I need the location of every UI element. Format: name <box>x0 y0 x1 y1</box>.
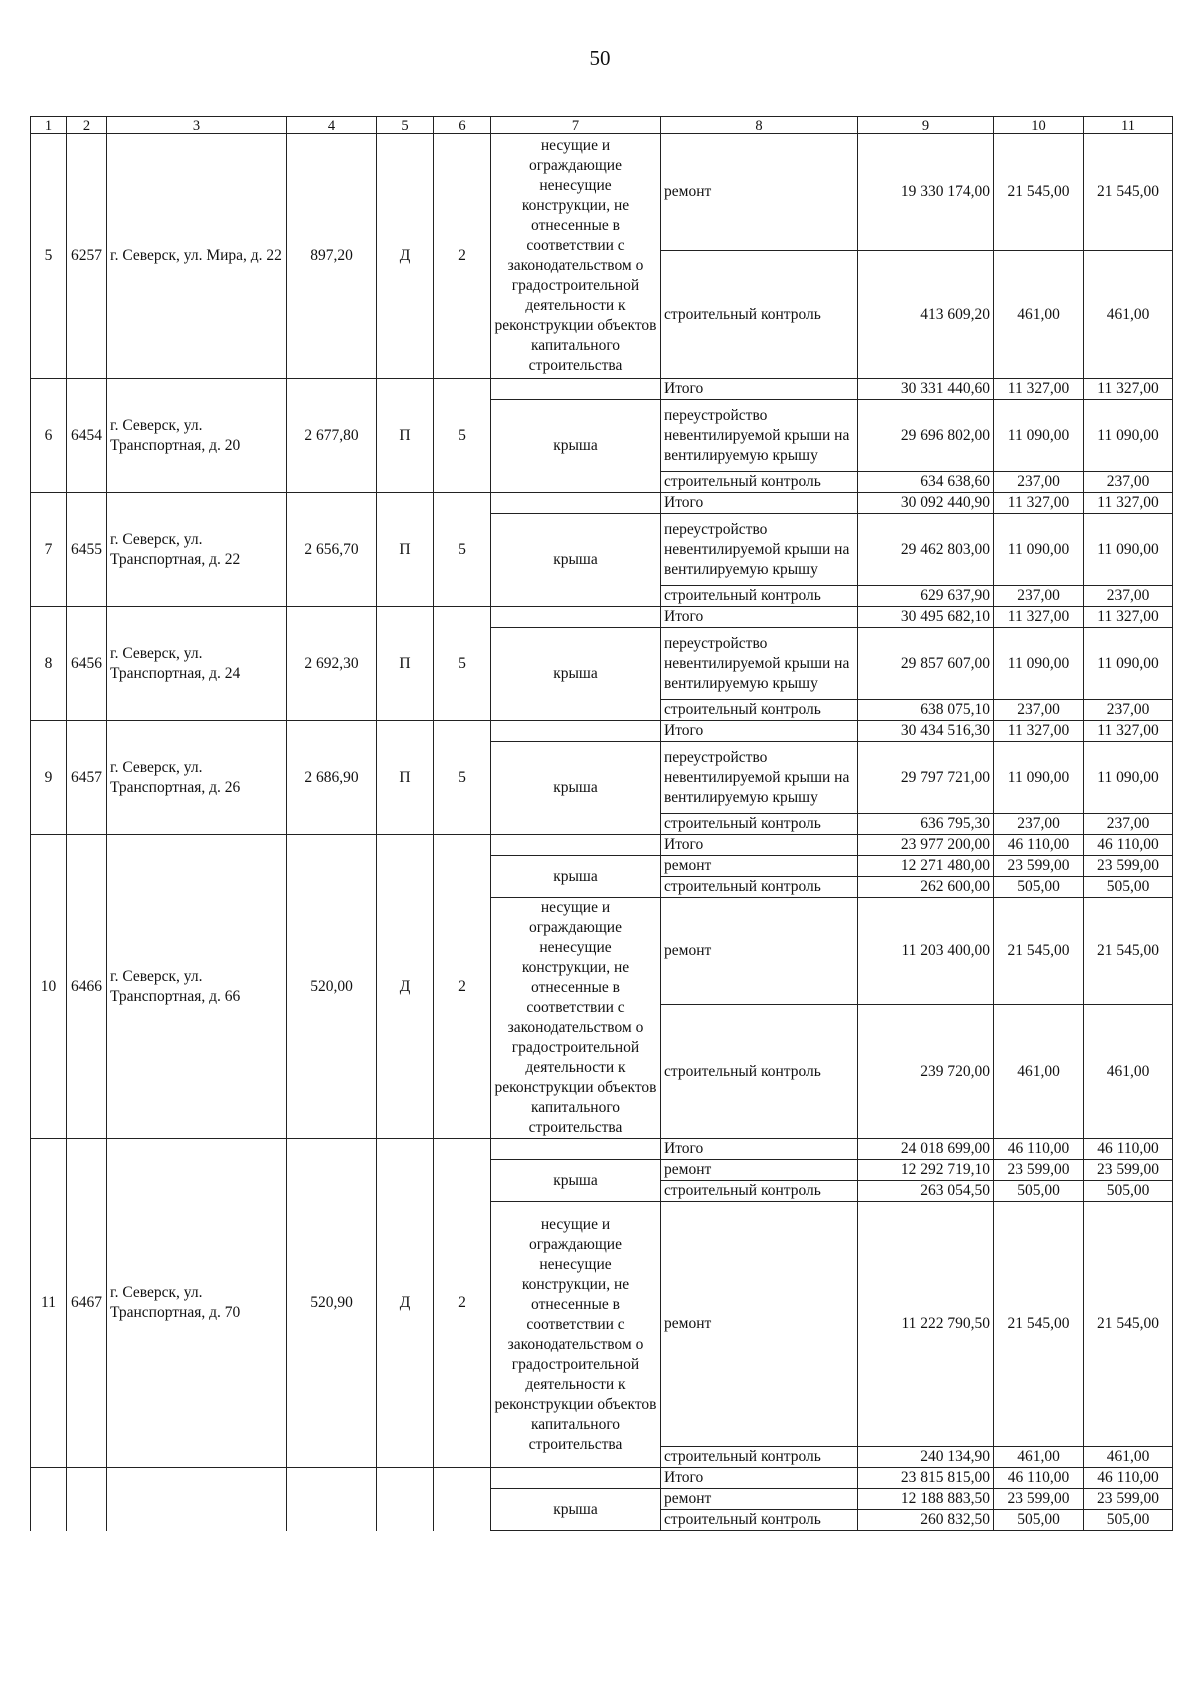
total-limit: 46 110,00 <box>1084 835 1173 856</box>
work-cost: 638 075,10 <box>858 700 994 721</box>
object-code: 6466 <box>67 835 107 1139</box>
repair-program-table <box>30 116 1173 1531</box>
work-label: ремонт <box>661 856 858 877</box>
empty-cell <box>491 835 661 856</box>
roof-work-unit-cost: 23 599,00 <box>994 1160 1084 1181</box>
work-cost: 19 330 174,00 <box>858 134 994 251</box>
building-material: Д <box>377 835 434 1139</box>
work-cost: 11 222 790,50 <box>858 1202 994 1447</box>
roof-work-cost: 263 054,50 <box>858 1181 994 1202</box>
work-limit: 21 545,00 <box>1084 1202 1173 1447</box>
work-cost: 11 203 400,00 <box>858 898 994 1005</box>
empty-cell <box>491 1139 661 1160</box>
work-cost: 634 638,60 <box>858 472 994 493</box>
work-unit-cost: 11 090,00 <box>994 628 1084 700</box>
work-cost: 240 134,90 <box>858 1447 994 1468</box>
roof-work-cost: 260 832,50 <box>858 1510 994 1531</box>
work-limit: 11 090,00 <box>1084 628 1173 700</box>
work-label: ремонт <box>661 1202 858 1447</box>
row-number: 10 <box>31 835 67 1139</box>
work-limit: 461,00 <box>1084 1005 1173 1139</box>
work-label: ремонт <box>661 1160 858 1181</box>
roof-work-limit: 505,00 <box>1084 1510 1173 1531</box>
roof-work-type: крыша <box>491 628 661 721</box>
table-row <box>31 607 1173 628</box>
column-header: 4 <box>287 117 377 134</box>
work-limit: 237,00 <box>1084 700 1173 721</box>
work-limit: 237,00 <box>1084 814 1173 835</box>
total-cost: 30 331 440,60 <box>858 379 994 400</box>
work-unit-cost: 11 090,00 <box>994 514 1084 586</box>
structure-work-type: несущие и ограждающие ненесущие конструкции, не отнесенные в соответствии с законодательством о градостроительной деятельности к реконструкции объектов капитального строительства <box>491 898 661 1139</box>
table-row <box>31 1139 1173 1160</box>
work-label: строительный контроль <box>661 814 858 835</box>
floor-count: 2 <box>434 835 491 1139</box>
total-label: Итого <box>661 607 858 628</box>
total-cost: 30 092 440,90 <box>858 493 994 514</box>
empty-cell <box>491 379 661 400</box>
total-unit-cost: 11 327,00 <box>994 721 1084 742</box>
building-material: Д <box>377 134 434 379</box>
empty-cell <box>67 1468 107 1531</box>
work-cost: 413 609,20 <box>858 251 994 379</box>
total-label: Итого <box>661 379 858 400</box>
table-row <box>31 1468 1173 1489</box>
table-row <box>31 721 1173 742</box>
total-unit-cost: 11 327,00 <box>994 607 1084 628</box>
total-cost: 23 977 200,00 <box>858 835 994 856</box>
roof-work-limit: 23 599,00 <box>1084 1160 1173 1181</box>
work-label: ремонт <box>661 134 858 251</box>
row-number: 5 <box>31 134 67 379</box>
work-limit: 11 090,00 <box>1084 400 1173 472</box>
work-unit-cost: 11 090,00 <box>994 742 1084 814</box>
empty-cell <box>107 1468 287 1531</box>
column-header: 11 <box>1084 117 1173 134</box>
work-limit: 11 090,00 <box>1084 742 1173 814</box>
table-row <box>31 134 1173 251</box>
object-address: г. Северск, ул. Транспортная, д. 66 <box>107 835 287 1139</box>
work-unit-cost: 237,00 <box>994 814 1084 835</box>
structure-work-type: несущие и ограждающие ненесущие конструкции, не отнесенные в соответствии с законодательством о градостроительной деятельности к реконструкции объектов капитального строительства <box>491 1202 661 1468</box>
roof-work-unit-cost: 505,00 <box>994 877 1084 898</box>
object-code: 6257 <box>67 134 107 379</box>
work-label: строительный контроль <box>661 700 858 721</box>
empty-cell <box>491 607 661 628</box>
work-cost: 29 797 721,00 <box>858 742 994 814</box>
building-material: П <box>377 493 434 607</box>
object-address: г. Северск, ул. Транспортная, д. 20 <box>107 379 287 493</box>
column-header: 7 <box>491 117 661 134</box>
column-header: 2 <box>67 117 107 134</box>
page-number: 50 <box>589 46 611 70</box>
object-area: 2 656,70 <box>287 493 377 607</box>
floor-count: 5 <box>434 721 491 835</box>
object-area: 2 692,30 <box>287 607 377 721</box>
work-unit-cost: 11 090,00 <box>994 400 1084 472</box>
work-unit-cost: 237,00 <box>994 472 1084 493</box>
total-limit: 11 327,00 <box>1084 493 1173 514</box>
work-unit-cost: 237,00 <box>994 586 1084 607</box>
work-label: строительный контроль <box>661 586 858 607</box>
total-label: Итого <box>661 493 858 514</box>
work-unit-cost: 21 545,00 <box>994 134 1084 251</box>
empty-cell <box>434 1468 491 1531</box>
roof-work-type: крыша <box>491 1489 661 1531</box>
work-label: ремонт <box>661 898 858 1005</box>
roof-work-cost: 262 600,00 <box>858 877 994 898</box>
total-unit-cost: 46 110,00 <box>994 1139 1084 1160</box>
roof-work-limit: 505,00 <box>1084 1181 1173 1202</box>
roof-work-limit: 23 599,00 <box>1084 856 1173 877</box>
building-material: Д <box>377 1139 434 1468</box>
row-number: 9 <box>31 721 67 835</box>
work-label: переустройство невентилируемой крыши на вентилируемую крышу <box>661 628 858 700</box>
floor-count: 2 <box>434 134 491 379</box>
total-cost: 24 018 699,00 <box>858 1139 994 1160</box>
column-header: 6 <box>434 117 491 134</box>
roof-work-type: крыша <box>491 514 661 607</box>
row-number: 6 <box>31 379 67 493</box>
work-cost: 629 637,90 <box>858 586 994 607</box>
total-unit-cost: 11 327,00 <box>994 379 1084 400</box>
empty-cell <box>491 1468 661 1489</box>
total-limit: 46 110,00 <box>1084 1468 1173 1489</box>
row-number: 7 <box>31 493 67 607</box>
roof-work-cost: 12 271 480,00 <box>858 856 994 877</box>
building-material: П <box>377 607 434 721</box>
work-limit: 237,00 <box>1084 586 1173 607</box>
object-address: г. Северск, ул. Транспортная, д. 24 <box>107 607 287 721</box>
total-label: Итого <box>661 1139 858 1160</box>
object-area: 897,20 <box>287 134 377 379</box>
object-area: 2 686,90 <box>287 721 377 835</box>
roof-work-type: крыша <box>491 400 661 493</box>
work-limit: 11 090,00 <box>1084 514 1173 586</box>
column-header: 9 <box>858 117 994 134</box>
work-label: ремонт <box>661 1489 858 1510</box>
work-limit: 21 545,00 <box>1084 898 1173 1005</box>
work-label: строительный контроль <box>661 251 858 379</box>
work-limit: 21 545,00 <box>1084 134 1173 251</box>
object-code: 6457 <box>67 721 107 835</box>
roof-work-unit-cost: 505,00 <box>994 1510 1084 1531</box>
roof-work-limit: 23 599,00 <box>1084 1489 1173 1510</box>
empty-cell <box>31 1468 67 1531</box>
work-label: переустройство невентилируемой крыши на вентилируемую крышу <box>661 742 858 814</box>
work-label: строительный контроль <box>661 472 858 493</box>
floor-count: 5 <box>434 379 491 493</box>
work-label: переустройство невентилируемой крыши на вентилируемую крышу <box>661 514 858 586</box>
object-code: 6467 <box>67 1139 107 1468</box>
roof-work-cost: 12 292 719,10 <box>858 1160 994 1181</box>
empty-cell <box>377 1468 434 1531</box>
work-unit-cost: 21 545,00 <box>994 898 1084 1005</box>
object-code: 6456 <box>67 607 107 721</box>
building-material: П <box>377 379 434 493</box>
column-header: 10 <box>994 117 1084 134</box>
building-material: П <box>377 721 434 835</box>
object-area: 2 677,80 <box>287 379 377 493</box>
roof-work-type: крыша <box>491 856 661 898</box>
object-code: 6454 <box>67 379 107 493</box>
work-cost: 29 696 802,00 <box>858 400 994 472</box>
table-row <box>31 835 1173 856</box>
total-unit-cost: 46 110,00 <box>994 1468 1084 1489</box>
work-unit-cost: 237,00 <box>994 700 1084 721</box>
roof-work-cost: 12 188 883,50 <box>858 1489 994 1510</box>
work-unit-cost: 461,00 <box>994 251 1084 379</box>
work-unit-cost: 21 545,00 <box>994 1202 1084 1447</box>
empty-cell <box>287 1468 377 1531</box>
work-limit: 237,00 <box>1084 472 1173 493</box>
total-limit: 46 110,00 <box>1084 1139 1173 1160</box>
total-label: Итого <box>661 835 858 856</box>
structure-work-type: несущие и ограждающие ненесущие конструкции, не отнесенные в соответствии с законодательством о градостроительной деятельности к реконструкции объектов капитального строительства <box>491 134 661 379</box>
floor-count: 2 <box>434 1139 491 1468</box>
work-label: строительный контроль <box>661 1005 858 1139</box>
work-cost: 636 795,30 <box>858 814 994 835</box>
table-row <box>31 493 1173 514</box>
total-limit: 11 327,00 <box>1084 721 1173 742</box>
work-cost: 29 462 803,00 <box>858 514 994 586</box>
total-label: Итого <box>661 721 858 742</box>
total-cost: 23 815 815,00 <box>858 1468 994 1489</box>
work-unit-cost: 461,00 <box>994 1447 1084 1468</box>
column-header: 5 <box>377 117 434 134</box>
table-row <box>31 379 1173 400</box>
object-address: г. Северск, ул. Транспортная, д. 70 <box>107 1139 287 1468</box>
column-header: 1 <box>31 117 67 134</box>
work-label: строительный контроль <box>661 877 858 898</box>
floor-count: 5 <box>434 493 491 607</box>
object-area: 520,90 <box>287 1139 377 1468</box>
work-limit: 461,00 <box>1084 251 1173 379</box>
work-unit-cost: 461,00 <box>994 1005 1084 1139</box>
work-label: строительный контроль <box>661 1510 858 1531</box>
row-number: 8 <box>31 607 67 721</box>
object-code: 6455 <box>67 493 107 607</box>
total-cost: 30 495 682,10 <box>858 607 994 628</box>
object-address: г. Северск, ул. Мира, д. 22 <box>107 134 287 379</box>
table-row <box>31 117 1173 134</box>
empty-cell <box>491 721 661 742</box>
work-label: строительный контроль <box>661 1181 858 1202</box>
empty-cell <box>491 493 661 514</box>
work-cost: 239 720,00 <box>858 1005 994 1139</box>
work-cost: 29 857 607,00 <box>858 628 994 700</box>
total-unit-cost: 46 110,00 <box>994 835 1084 856</box>
work-label: переустройство невентилируемой крыши на вентилируемую крышу <box>661 400 858 472</box>
roof-work-type: крыша <box>491 1160 661 1202</box>
column-header: 8 <box>661 117 858 134</box>
object-address: г. Северск, ул. Транспортная, д. 22 <box>107 493 287 607</box>
object-area: 520,00 <box>287 835 377 1139</box>
total-limit: 11 327,00 <box>1084 607 1173 628</box>
roof-work-limit: 505,00 <box>1084 877 1173 898</box>
work-limit: 461,00 <box>1084 1447 1173 1468</box>
total-cost: 30 434 516,30 <box>858 721 994 742</box>
roof-work-unit-cost: 23 599,00 <box>994 1489 1084 1510</box>
total-unit-cost: 11 327,00 <box>994 493 1084 514</box>
roof-work-unit-cost: 505,00 <box>994 1181 1084 1202</box>
work-label: строительный контроль <box>661 1447 858 1468</box>
column-header: 3 <box>107 117 287 134</box>
total-limit: 11 327,00 <box>1084 379 1173 400</box>
roof-work-type: крыша <box>491 742 661 835</box>
floor-count: 5 <box>434 607 491 721</box>
row-number: 11 <box>31 1139 67 1468</box>
roof-work-unit-cost: 23 599,00 <box>994 856 1084 877</box>
total-label: Итого <box>661 1468 858 1489</box>
object-address: г. Северск, ул. Транспортная, д. 26 <box>107 721 287 835</box>
